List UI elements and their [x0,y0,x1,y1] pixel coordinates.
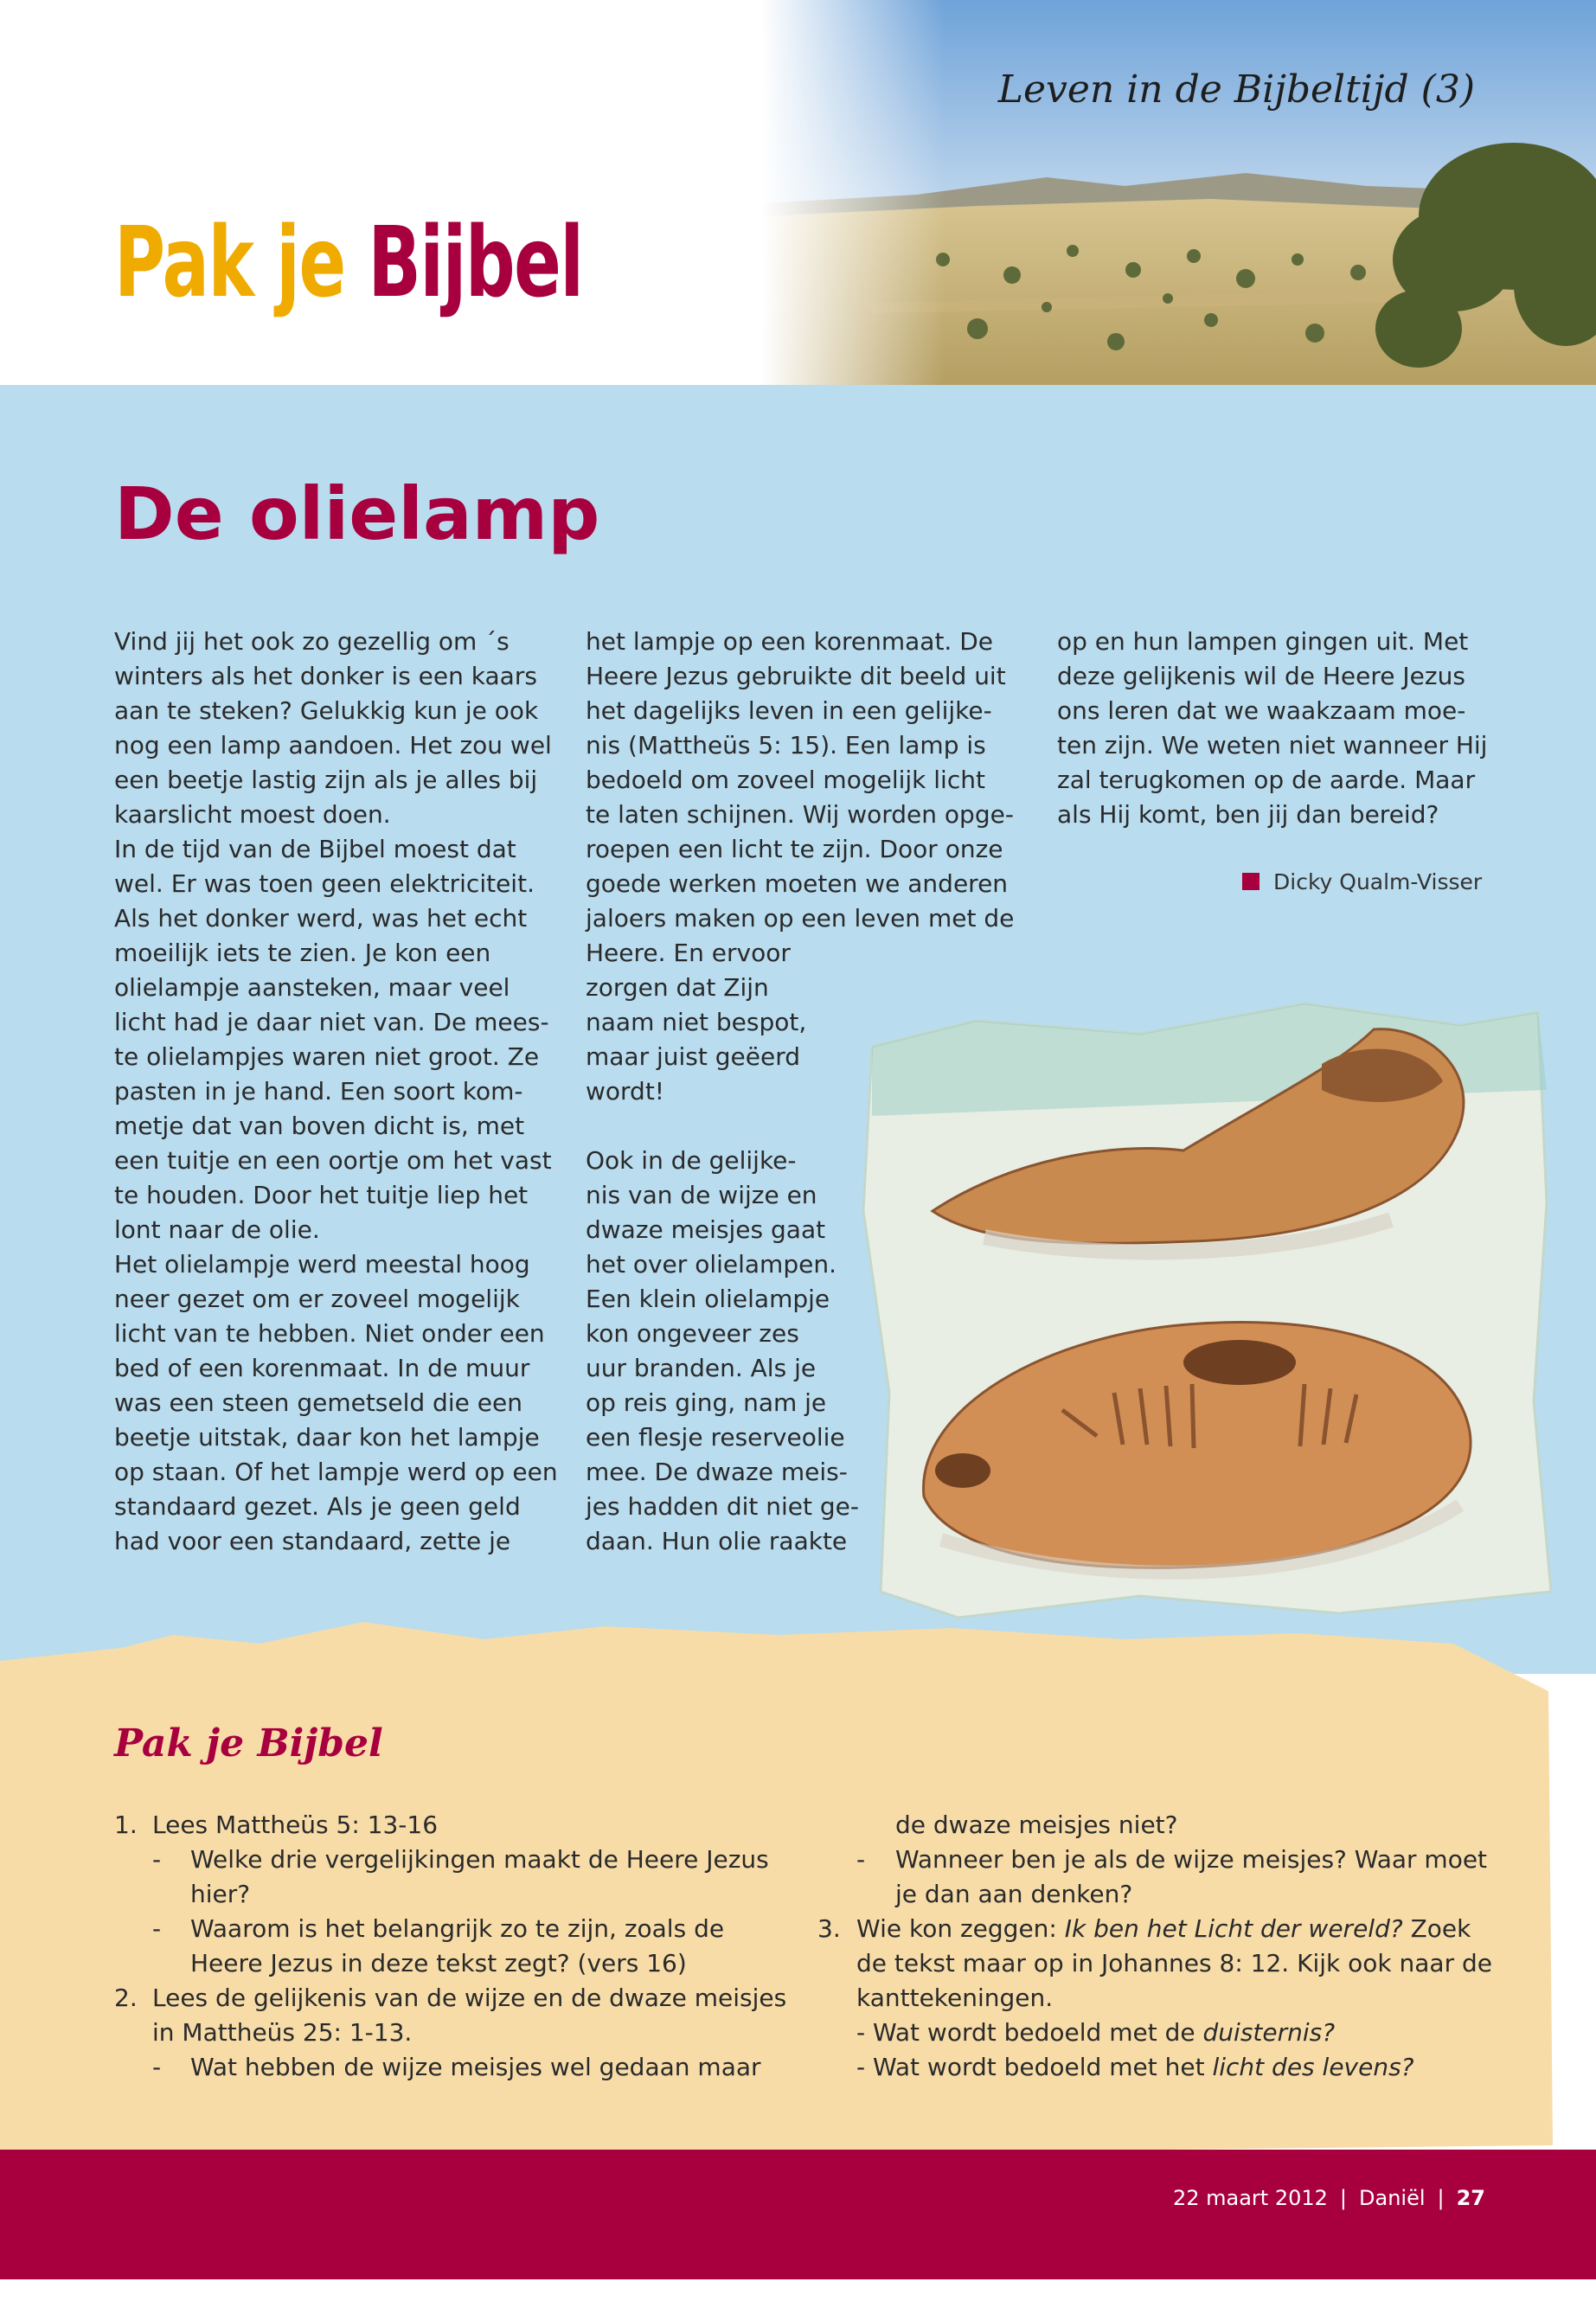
folio [1173,2186,1485,2210]
article-line: pasten in je hand. Een soort kom- [114,1077,523,1106]
footer-separator-2: | [1437,2186,1445,2210]
article-line: het dagelijks leven in een gelijke- [586,696,992,725]
quiz-q1-a-line1: Welke drie vergelijkingen maakt de Heere Jezus [190,1845,769,1874]
brand-part-2: Bijbel [368,207,583,319]
article-line: wel. Er was toen geen elektriciteit. [114,869,535,898]
article-line: dwaze meisjes gaat [586,1215,826,1244]
article-column-1 [114,625,558,1559]
quiz-q3-line1-post: Zoek [1402,1914,1471,1943]
article-line: In de tijd van de Bijbel moest dat [114,835,516,863]
article-line: deze gelijkenis wil de Heere Jezus [1057,662,1465,690]
quiz-q2-number: 2. [114,1984,138,2012]
article-line: neer gezet om er zoveel mogelijk [114,1285,520,1313]
article-line: een flesje reserveolie [586,1423,845,1452]
article-line: had voor een standaard, zette je [114,1527,511,1555]
quiz-q2-a-dash: - [152,2053,162,2081]
article-line: Heere Jezus gebruikte dit beeld uit [586,662,1006,690]
quiz-q2-b-line2: je dan aan denken? [895,1880,1133,1908]
page-number: 27 [1456,2186,1485,2210]
quiz-q3-b-pre: - Wat wordt bedoeld met het [856,2053,1213,2081]
article-line: nis van de wijze en [586,1181,817,1209]
article-line: mee. De dwaze meis- [586,1458,848,1486]
brand-part-1: Pak je [114,207,345,319]
quiz-q3-number: 3. [817,1914,841,1943]
article-line: op staan. Of het lampje werd op een [114,1458,558,1486]
article-line: op reis ging, nam je [586,1388,827,1417]
quiz-q2-line2: in Mattheüs 25: 1-13. [152,2018,413,2047]
quiz-q2-a-line2: de dwaze meisjes niet? [895,1811,1178,1839]
footer-magazine: Daniël [1359,2186,1426,2210]
footer-date: 22 maart 2012 [1172,2186,1328,2210]
article-line: nis (Mattheüs 5: 15). Een lamp is [586,731,986,760]
article-line: goede werken moeten we anderen [586,869,1009,898]
article-line: daan. Hun olie raakte [586,1527,848,1555]
article-line: winters als het donker is een kaars [114,662,537,690]
series-title: Leven in de Bijbeltijd (3) [997,67,1475,112]
article-column-3 [1057,625,1490,832]
quiz-title: Pak je Bijbel [114,1721,383,1766]
article-line: jaloers maken op een leven met de [586,904,1015,933]
article-line: Als het donker werd, was het echt [114,904,528,933]
article-line: zorgen dat Zijn [586,973,769,1002]
brand-logo [114,207,583,319]
quiz-q3-b [856,2050,1414,2085]
quiz-q2-b-line1: Wanneer ben je als de wijze meisjes? Waar moet [895,1845,1488,1874]
quiz-q3-line1-pre: Wie kon zeggen: [856,1914,1065,1943]
article-line: te laten schijnen. Wij worden opge- [586,800,1014,829]
article-line: een tuitje en een oortje om het vast [114,1146,552,1175]
article-line: aan te steken? Gelukkig kun je ook [114,696,539,725]
article-line: kon ongeveer zes [586,1319,799,1348]
quiz-q1-text: Lees Mattheüs 5: 13-16 [152,1811,439,1839]
article-line: te olielampjes waren niet groot. Ze [114,1042,540,1071]
article-line: uur branden. Als je [586,1354,817,1382]
footer-separator-1: | [1339,2186,1347,2210]
landscape-photo [761,0,1596,385]
quiz-q2-a-line1: Wat hebben de wijze meisjes wel gedaan maar [190,2053,761,2081]
article-line: Ook in de gelijke- [586,1146,797,1175]
article-line: roepen een licht te zijn. Door onze [586,835,1003,863]
article-title: De olielamp [114,471,600,556]
article-line: Heere. En ervoor [586,939,791,967]
article-line: op en hun lampen gingen uit. Met [1057,627,1469,656]
article-line: nog een lamp aandoen. Het zou wel [114,731,552,760]
article-line: het lampje op een korenmaat. De [586,627,994,656]
article-line: lont naar de olie. [114,1215,320,1244]
article-line: een beetje lastig zijn als je alles bij [114,766,538,794]
quiz-q2-b-dash: - [856,1845,866,1874]
article-line: Het olielampje werd meestal hoog [114,1250,530,1279]
quiz-q1-number: 1. [114,1811,138,1839]
article-line: als Hij komt, ben jij dan bereid? [1057,800,1439,829]
quiz-q1-a-line2: hier? [190,1880,251,1908]
article-line: beetje uitstak, daar kon het lampje [114,1423,540,1452]
quiz-q3-b-em: licht des levens? [1212,2053,1414,2081]
article-line: licht van te hebben. Niet onder een [114,1319,545,1348]
article-line: was een steen gemetseld die een [114,1388,522,1417]
byline-square-icon [1242,873,1259,890]
quiz-q1-b-line2: Heere Jezus in deze tekst zegt? (vers 16) [190,1949,687,1977]
article-line: Vind jij het ook zo gezellig om ´s [114,627,510,656]
oil-lamps-illustration [855,986,1555,1631]
article-line: maar juist geëerd [586,1042,801,1071]
quiz-q3-line1-em: Ik ben het Licht der wereld? [1064,1914,1403,1943]
quiz-q3-line2: de tekst maar op in Johannes 8: 12. Kijk ook naar de [856,1949,1492,1977]
article-line: metje dat van boven dicht is, met [114,1112,525,1140]
quiz-q2-line1: Lees de gelijkenis van de wijze en de dwaze meisjes [152,1984,787,2012]
quiz-q3-line1 [856,1912,1471,1946]
quiz-q3-line3: kanttekeningen. [856,1984,1054,2012]
quiz-q3-a-pre: - Wat wordt bedoeld met de [856,2018,1203,2047]
article-line: jes hadden dit niet ge- [586,1492,859,1521]
article-line: het over olielampen. [586,1250,836,1279]
article-line: wordt! [586,1077,665,1106]
quiz-q1-b-line1: Waarom is het belangrijk zo te zijn, zoals de [190,1914,725,1943]
quiz-q3-a [856,2016,1335,2050]
quiz-q1-a-dash: - [152,1845,162,1874]
article-line: olielampje aansteken, maar veel [114,973,510,1002]
article-line: ons leren dat we waakzaam moe- [1057,696,1466,725]
article-line: ten zijn. We weten niet wanneer Hij [1057,731,1488,760]
article-line: naam niet bespot, [586,1008,807,1036]
footer-bar [0,2150,1596,2279]
article-line: bed of een korenmaat. In de muur [114,1354,530,1382]
article-line: kaarslicht moest doen. [114,800,391,829]
author-name: Dicky Qualm-Visser [1273,869,1483,894]
article-line: Een klein olielampje [586,1285,830,1313]
article-line: zal terugkomen op de aarde. Maar [1057,766,1476,794]
article-line: te houden. Door het tuitje liep het [114,1181,529,1209]
page-header [0,0,1596,385]
article-line: bedoeld om zoveel mogelijk licht [586,766,985,794]
article-line: moeilijk iets te zien. Je kon een [114,939,491,967]
quiz-q1-b-dash: - [152,1914,162,1943]
article-line: licht had je daar niet van. De mees- [114,1008,549,1036]
author-byline [1242,869,1482,894]
quiz-q3-a-em: duisternis? [1202,2018,1336,2047]
article-line: standaard gezet. Als je geen geld [114,1492,521,1521]
